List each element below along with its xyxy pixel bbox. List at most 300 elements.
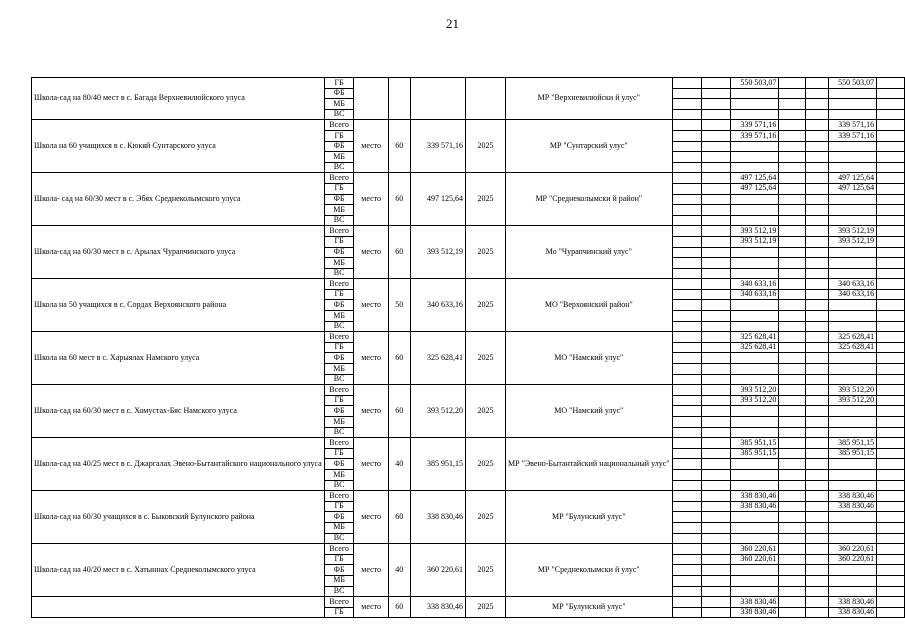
empty-cell <box>701 183 730 194</box>
empty-cell <box>672 300 701 311</box>
empty-cell <box>701 141 730 152</box>
funding-source: ГБ <box>324 395 354 406</box>
total-cell: 550 503,07 <box>829 78 877 89</box>
funding-source: ГБ <box>324 130 354 141</box>
empty-cell <box>672 522 701 533</box>
funding-source: ФБ <box>324 300 354 311</box>
amount-cell <box>730 109 778 120</box>
unit-cell: место <box>354 491 388 544</box>
empty-cell <box>672 120 701 131</box>
page-number: 21 <box>446 16 459 31</box>
empty-cell <box>701 427 730 438</box>
empty-cell <box>877 311 905 322</box>
funding-source: МБ <box>324 575 354 586</box>
total-cell: 393 512,20 <box>829 385 877 396</box>
empty-cell <box>877 607 905 618</box>
empty-cell <box>701 469 730 480</box>
funding-source: ГБ <box>324 554 354 565</box>
amount-cell <box>730 194 778 205</box>
amount-cell <box>730 374 778 385</box>
empty-cell <box>779 205 806 216</box>
empty-cell <box>672 427 701 438</box>
empty-cell <box>701 300 730 311</box>
empty-cell <box>877 417 905 428</box>
empty-cell <box>877 342 905 353</box>
empty-cell <box>806 544 829 555</box>
amount-cell <box>730 512 778 523</box>
cost-cell: 338 830,46 <box>410 597 465 618</box>
empty-cell <box>877 491 905 502</box>
empty-cell <box>672 162 701 173</box>
empty-cell <box>701 130 730 141</box>
empty-cell <box>701 289 730 300</box>
empty-cell <box>701 501 730 512</box>
total-cell: 338 830,46 <box>829 597 877 608</box>
object-name: Школа на 60 учащихся в с. Кюкяй Сунтарского улуса <box>32 120 325 173</box>
cost-cell: 497 125,64 <box>410 173 465 226</box>
empty-cell <box>672 289 701 300</box>
empty-cell <box>806 342 829 353</box>
funding-source: Всего <box>324 279 354 290</box>
empty-cell <box>701 205 730 216</box>
funding-source: МБ <box>324 364 354 375</box>
capacity-cell: 40 <box>388 438 410 491</box>
empty-cell <box>672 183 701 194</box>
empty-cell <box>806 491 829 502</box>
funding-source: МБ <box>324 311 354 322</box>
empty-cell <box>779 385 806 396</box>
empty-cell <box>779 130 806 141</box>
funding-source: ФБ <box>324 459 354 470</box>
empty-cell <box>672 565 701 576</box>
empty-cell <box>672 173 701 184</box>
empty-cell <box>877 88 905 99</box>
empty-cell <box>779 575 806 586</box>
empty-cell <box>806 120 829 131</box>
empty-cell <box>877 575 905 586</box>
total-cell: 339 571,16 <box>829 130 877 141</box>
year-cell <box>466 78 506 120</box>
funding-source: ВС <box>324 586 354 597</box>
empty-cell <box>779 512 806 523</box>
funding-source: ФБ <box>324 194 354 205</box>
empty-cell <box>779 88 806 99</box>
empty-cell <box>672 226 701 237</box>
empty-cell <box>701 247 730 258</box>
amount-cell <box>730 459 778 470</box>
empty-cell <box>877 522 905 533</box>
amount-cell <box>730 480 778 491</box>
object-name: Школа-сад на 80/40 мест в с. Багада Верхневилюйского улуса <box>32 78 325 120</box>
object-name <box>32 597 325 618</box>
empty-cell <box>701 417 730 428</box>
empty-cell <box>877 183 905 194</box>
empty-cell <box>779 501 806 512</box>
empty-cell <box>877 406 905 417</box>
unit-cell: место <box>354 332 388 385</box>
empty-cell <box>779 448 806 459</box>
funding-source: ФБ <box>324 141 354 152</box>
table-row <box>32 332 905 343</box>
empty-cell <box>701 522 730 533</box>
empty-cell <box>779 279 806 290</box>
empty-cell <box>701 194 730 205</box>
empty-cell <box>806 374 829 385</box>
empty-cell <box>806 469 829 480</box>
empty-cell <box>806 385 829 396</box>
empty-cell <box>672 491 701 502</box>
funding-source: ФБ <box>324 565 354 576</box>
empty-cell <box>877 99 905 110</box>
object-name: Школа- сад на 60/30 мест в с. Эбях Среднеколымского улуса <box>32 173 325 226</box>
total-cell <box>829 353 877 364</box>
total-cell <box>829 194 877 205</box>
empty-cell <box>672 469 701 480</box>
cost-cell: 360 220,61 <box>410 544 465 597</box>
empty-cell <box>877 565 905 576</box>
unit-cell: место <box>354 544 388 597</box>
empty-cell <box>806 438 829 449</box>
funding-source: ВС <box>324 480 354 491</box>
empty-cell <box>877 448 905 459</box>
funding-source: ФБ <box>324 353 354 364</box>
funding-source: МБ <box>324 469 354 480</box>
empty-cell <box>701 448 730 459</box>
empty-cell <box>806 109 829 120</box>
amount-cell <box>730 522 778 533</box>
unit-cell: место <box>354 597 388 618</box>
empty-cell <box>779 469 806 480</box>
amount-cell <box>730 565 778 576</box>
empty-cell <box>806 311 829 322</box>
empty-cell <box>806 268 829 279</box>
empty-cell <box>672 268 701 279</box>
empty-cell <box>701 395 730 406</box>
empty-cell <box>877 427 905 438</box>
empty-cell <box>877 109 905 120</box>
amount-cell: 339 571,16 <box>730 130 778 141</box>
municipality-cell: Мо "Чурапчинский улус" <box>506 226 673 279</box>
empty-cell <box>806 332 829 343</box>
amount-cell: 339 571,16 <box>730 120 778 131</box>
total-cell <box>829 459 877 470</box>
table-row <box>32 78 905 89</box>
empty-cell <box>701 173 730 184</box>
empty-cell <box>779 438 806 449</box>
empty-cell <box>779 480 806 491</box>
total-cell <box>829 247 877 258</box>
empty-cell <box>701 311 730 322</box>
amount-cell <box>730 215 778 226</box>
empty-cell <box>672 130 701 141</box>
empty-cell <box>701 268 730 279</box>
table-row <box>32 226 905 237</box>
amount-cell: 385 951,15 <box>730 438 778 449</box>
total-cell <box>829 88 877 99</box>
amount-cell <box>730 99 778 110</box>
amount-cell <box>730 247 778 258</box>
empty-cell <box>806 183 829 194</box>
total-cell <box>829 99 877 110</box>
year-cell: 2025 <box>466 438 506 491</box>
municipality-cell: МР "Сунтарский улус" <box>506 120 673 173</box>
empty-cell <box>672 512 701 523</box>
funding-source: Всего <box>324 385 354 396</box>
empty-cell <box>672 438 701 449</box>
empty-cell <box>701 279 730 290</box>
total-cell: 340 633,16 <box>829 289 877 300</box>
empty-cell <box>701 321 730 332</box>
cost-cell: 325 628,41 <box>410 332 465 385</box>
empty-cell <box>806 406 829 417</box>
funding-source: МБ <box>324 258 354 269</box>
municipality-cell: МР "Среднеколымски й район" <box>506 173 673 226</box>
empty-cell <box>672 332 701 343</box>
total-cell <box>829 469 877 480</box>
funding-source: ГБ <box>324 289 354 300</box>
empty-cell <box>701 120 730 131</box>
empty-cell <box>779 311 806 322</box>
funding-source: ФБ <box>324 247 354 258</box>
empty-cell <box>877 364 905 375</box>
empty-cell <box>672 364 701 375</box>
empty-cell <box>806 501 829 512</box>
total-cell <box>829 215 877 226</box>
amount-cell: 340 633,16 <box>730 279 778 290</box>
total-cell <box>829 575 877 586</box>
capacity-cell: 60 <box>388 385 410 438</box>
funding-source: Всего <box>324 438 354 449</box>
amount-cell: 393 512,20 <box>730 395 778 406</box>
total-cell <box>829 533 877 544</box>
empty-cell <box>877 258 905 269</box>
funding-source: ВС <box>324 268 354 279</box>
empty-cell <box>877 544 905 555</box>
empty-cell <box>877 533 905 544</box>
empty-cell <box>877 480 905 491</box>
total-cell: 338 830,46 <box>829 501 877 512</box>
object-name: Школа-сад на 60/30 мест в с. Арылах Чурапчинского улуса <box>32 226 325 279</box>
empty-cell <box>877 236 905 247</box>
empty-cell <box>877 130 905 141</box>
total-cell <box>829 321 877 332</box>
funding-source: Всего <box>324 332 354 343</box>
empty-cell <box>701 88 730 99</box>
empty-cell <box>806 152 829 163</box>
empty-cell <box>672 533 701 544</box>
empty-cell <box>701 152 730 163</box>
empty-cell <box>806 215 829 226</box>
funding-source: Всего <box>324 597 354 608</box>
empty-cell <box>701 226 730 237</box>
empty-cell <box>806 258 829 269</box>
empty-cell <box>672 78 701 89</box>
empty-cell <box>672 88 701 99</box>
empty-cell <box>701 342 730 353</box>
total-cell: 338 830,46 <box>829 491 877 502</box>
empty-cell <box>779 544 806 555</box>
empty-cell <box>701 332 730 343</box>
empty-cell <box>779 215 806 226</box>
empty-cell <box>877 438 905 449</box>
empty-cell <box>877 120 905 131</box>
empty-cell <box>779 183 806 194</box>
total-cell <box>829 480 877 491</box>
amount-cell <box>730 353 778 364</box>
funding-source: МБ <box>324 99 354 110</box>
empty-cell <box>779 406 806 417</box>
empty-cell <box>806 597 829 608</box>
amount-cell: 385 951,15 <box>730 448 778 459</box>
total-cell: 325 628,41 <box>829 342 877 353</box>
funding-source: Всего <box>324 226 354 237</box>
empty-cell <box>877 385 905 396</box>
empty-cell <box>779 300 806 311</box>
year-cell: 2025 <box>466 544 506 597</box>
empty-cell <box>806 395 829 406</box>
unit-cell: место <box>354 173 388 226</box>
total-cell: 325 628,41 <box>829 332 877 343</box>
total-cell <box>829 205 877 216</box>
unit-cell <box>354 78 388 120</box>
empty-cell <box>701 364 730 375</box>
year-cell: 2025 <box>466 226 506 279</box>
empty-cell <box>672 501 701 512</box>
funding-source: ВС <box>324 215 354 226</box>
empty-cell <box>877 78 905 89</box>
total-cell <box>829 268 877 279</box>
empty-cell <box>779 491 806 502</box>
unit-cell: место <box>354 120 388 173</box>
amount-cell <box>730 300 778 311</box>
empty-cell <box>779 586 806 597</box>
funding-source: ВС <box>324 533 354 544</box>
total-cell: 338 830,46 <box>829 607 877 618</box>
empty-cell <box>701 597 730 608</box>
empty-cell <box>877 395 905 406</box>
empty-cell <box>806 554 829 565</box>
funding-source: ГБ <box>324 183 354 194</box>
empty-cell <box>672 586 701 597</box>
empty-cell <box>672 607 701 618</box>
amount-cell <box>730 311 778 322</box>
empty-cell <box>779 78 806 89</box>
amount-cell <box>730 586 778 597</box>
total-cell: 339 571,16 <box>829 120 877 131</box>
empty-cell <box>779 374 806 385</box>
total-cell <box>829 300 877 311</box>
empty-cell <box>701 109 730 120</box>
capacity-cell: 60 <box>388 226 410 279</box>
amount-cell <box>730 575 778 586</box>
capacity-cell: 60 <box>388 491 410 544</box>
empty-cell <box>779 554 806 565</box>
empty-cell <box>672 597 701 608</box>
total-cell <box>829 162 877 173</box>
empty-cell <box>672 247 701 258</box>
total-cell <box>829 406 877 417</box>
amount-cell: 340 633,16 <box>730 289 778 300</box>
empty-cell <box>672 385 701 396</box>
empty-cell <box>779 141 806 152</box>
municipality-cell: МР "Булунский улус" <box>506 491 673 544</box>
funding-source: ГБ <box>324 236 354 247</box>
amount-cell <box>730 427 778 438</box>
empty-cell <box>877 332 905 343</box>
empty-cell <box>877 353 905 364</box>
funding-source: ФБ <box>324 512 354 523</box>
total-cell: 360 220,61 <box>829 544 877 555</box>
empty-cell <box>779 162 806 173</box>
year-cell: 2025 <box>466 491 506 544</box>
total-cell <box>829 311 877 322</box>
empty-cell <box>779 99 806 110</box>
year-cell: 2025 <box>466 279 506 332</box>
empty-cell <box>701 554 730 565</box>
empty-cell <box>672 575 701 586</box>
empty-cell <box>806 533 829 544</box>
capacity-cell: 60 <box>388 597 410 618</box>
empty-cell <box>779 289 806 300</box>
empty-cell <box>701 258 730 269</box>
empty-cell <box>806 141 829 152</box>
empty-cell <box>806 247 829 258</box>
total-cell: 385 951,15 <box>829 438 877 449</box>
empty-cell <box>806 427 829 438</box>
empty-cell <box>877 247 905 258</box>
empty-cell <box>877 194 905 205</box>
object-name: Школа-сад на 40/20 мест в с. Хатыннах Среднеколымского улуса <box>32 544 325 597</box>
empty-cell <box>877 512 905 523</box>
empty-cell <box>806 173 829 184</box>
empty-cell <box>701 406 730 417</box>
empty-cell <box>877 586 905 597</box>
total-cell <box>829 565 877 576</box>
empty-cell <box>806 289 829 300</box>
funding-source: Всего <box>324 491 354 502</box>
empty-cell <box>877 279 905 290</box>
funding-source: Всего <box>324 120 354 131</box>
amount-cell: 325 628,41 <box>730 332 778 343</box>
object-name: Школа-сад на 40/25 мест в с. Джаргалах Эвено-Бытантайского национального улуса <box>32 438 325 491</box>
empty-cell <box>701 162 730 173</box>
empty-cell <box>806 512 829 523</box>
empty-cell <box>877 321 905 332</box>
empty-cell <box>779 258 806 269</box>
empty-cell <box>672 353 701 364</box>
total-cell: 393 512,19 <box>829 226 877 237</box>
total-cell <box>829 152 877 163</box>
empty-cell <box>672 417 701 428</box>
amount-cell <box>730 321 778 332</box>
amount-cell: 550 503,07 <box>730 78 778 89</box>
table-row <box>32 438 905 449</box>
municipality-cell: МР "Среднеколымски й улус" <box>506 544 673 597</box>
empty-cell <box>701 607 730 618</box>
total-cell <box>829 417 877 428</box>
empty-cell <box>779 247 806 258</box>
year-cell: 2025 <box>466 597 506 618</box>
capacity-cell: 60 <box>388 173 410 226</box>
amount-cell: 325 628,41 <box>730 342 778 353</box>
empty-cell <box>701 533 730 544</box>
table-row <box>32 385 905 396</box>
total-cell: 497 125,64 <box>829 183 877 194</box>
municipality-cell: МО "Намский улус" <box>506 385 673 438</box>
empty-cell <box>672 459 701 470</box>
total-cell <box>829 427 877 438</box>
amount-cell <box>730 268 778 279</box>
